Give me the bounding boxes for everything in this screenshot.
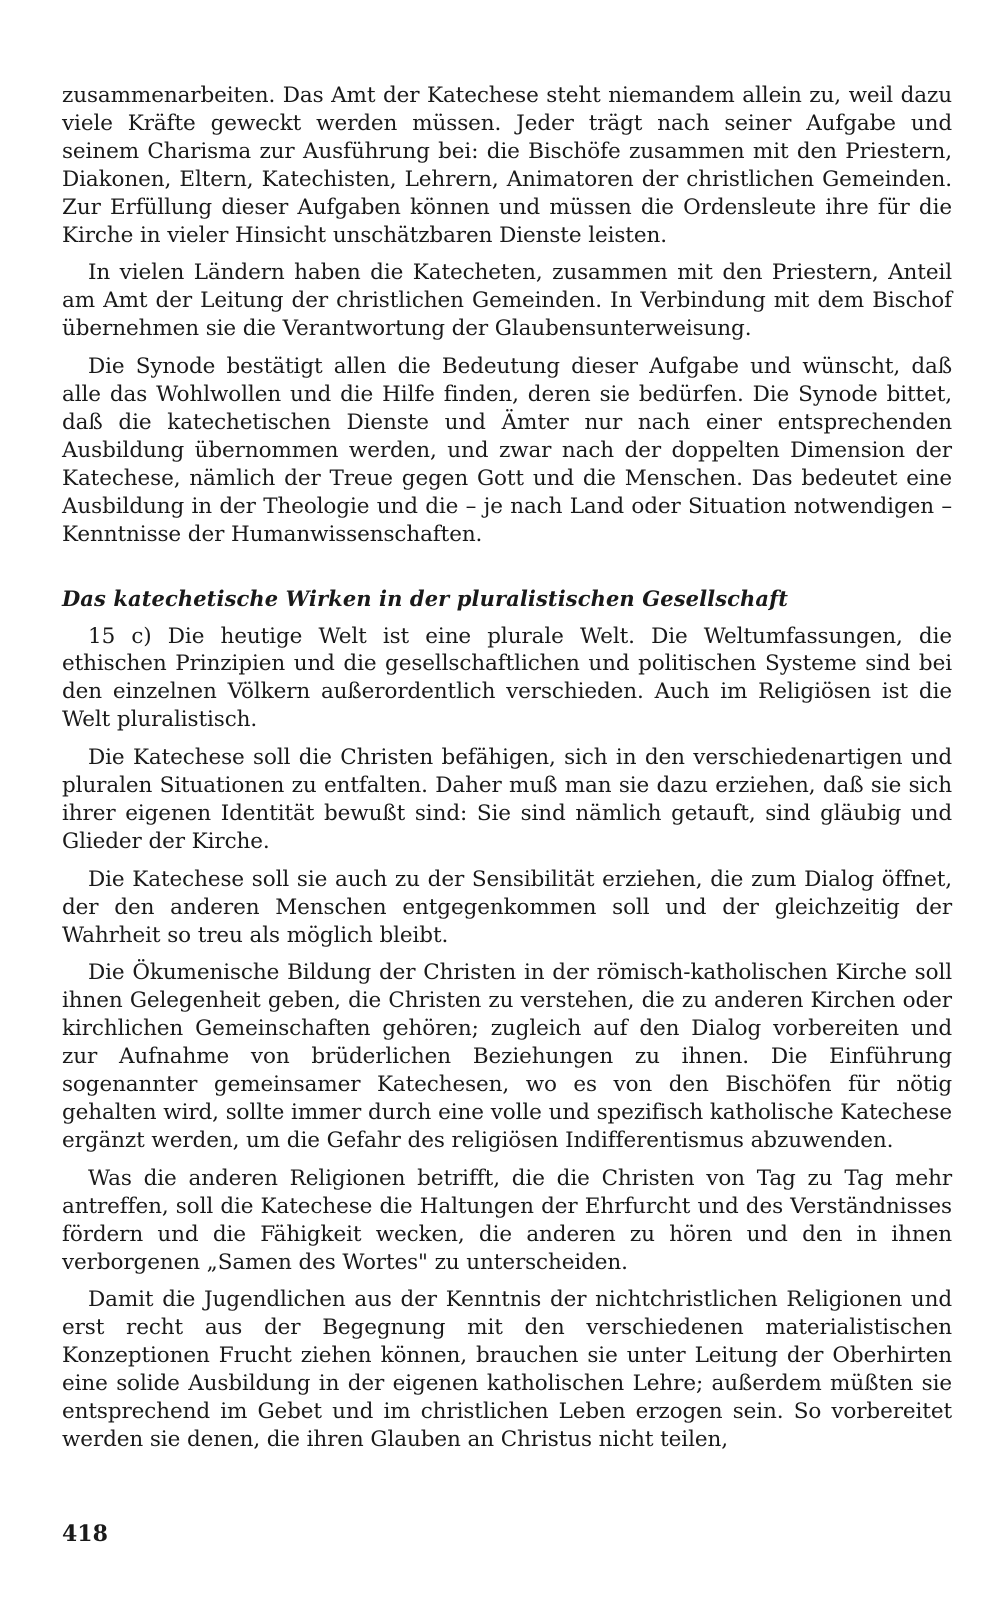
paragraph-katecheten: In vielen Ländern haben die Katecheten, zusammen mit den Priestern, Anteil am Amt der Leitung der christlichen Gemeinden. In Verbindung mit dem Bischof übernehmen sie die Verantwortung der Glaubensunterweisung.: [62, 260, 952, 342]
paragraph-oekumenische-bildung: Die Ökumenische Bildung der Christen in der römisch-katholischen Kirche soll ihnen Gelegenheit geben, die Christen zu verstehen, die zu anderen Kirchen oder kirchlichen Gemeinschaften gehören; zugleich auf den Dialog vorbereiten und zur Aufnahme von brüderlichen Beziehungen zu ihnen. Die Einführung sogenannter gemeinsamer Katechesen, wo es von den Bischöfen für nötig gehalten wird, sollte immer durch eine volle und spezifisch katholische Katechese ergänzt werden, um die Gefahr des religiösen Indifferentismus abzuwenden.: [62, 960, 952, 1153]
document-page: [62, 82, 952, 1464]
paragraph-continuation: zusammenarbeiten. Das Amt der Katechese steht niemandem allein zu, weil dazu viele Kräfte geweckt werden müssen. Jeder trägt nach seiner Aufgabe und seinem Charisma zur Ausführung bei: die Bischöfe zusammen mit den Priestern, Diakonen, Eltern, Katechisten, Lehrern, Animatoren der christlichen Gemeinden. Zur Erfüllung dieser Aufgaben können und müssen die Ordensleute ihre für die Kirche in vieler Hinsicht unschätzbaren Dienste leisten.: [62, 83, 952, 248]
section-heading: Das katechetische Wirken in der pluralistischen Gesellschaft: [62, 585, 789, 611]
page-number: 418: [62, 1521, 108, 1547]
paragraph-15c: 15 c) Die heutige Welt ist eine plurale Welt. Die Weltumfassungen, die ethischen Prinzipien und die gesellschaftlichen und politischen Systeme sind bei den einzelnen Völkern außerordentlich verschieden. Auch im Religiösen ist die Welt pluralistisch.: [62, 623, 952, 733]
paragraph-jugendliche: Damit die Jugendlichen aus der Kenntnis der nichtchristlichen Religionen und erst recht aus der Begegnung mit den verschiedenen materialistischen Konzeptionen Frucht ziehen können, brauchen sie unter Leitung der Oberhirten eine solide Ausbildung in der eigenen katholischen Lehre; außerdem müßten sie entsprechend im Gebet und im christlichen Leben erzogen sein. So vorbereitet werden sie denen, die ihren Glauben an Christus nicht teilen,: [62, 1287, 952, 1452]
paragraph-andere-religionen: Was die anderen Religionen betrifft, die die Christen von Tag zu Tag mehr antreffen, soll die Katechese die Haltungen der Ehrfurcht und des Verständnisses fördern und die Fähigkeit wecken, die anderen zu hören und den in ihnen verborgenen „Samen des Wortes" zu unterscheiden.: [62, 1165, 952, 1275]
paragraph-synode: Die Synode bestätigt allen die Bedeutung dieser Aufgabe und wünscht, daß alle das Wohlwollen und die Hilfe finden, deren sie bedürfen. Die Synode bittet, daß die katechetischen Dienste und Ämter nur nach einer entsprechenden Ausbildung übernommen werden, und zwar nach der doppelten Dimension der Katechese, nämlich der Treue gegen Gott und die Menschen. Das bedeutet eine Ausbildung in der Theologie und die – je nach Land oder Situation notwendigen – Kenntnisse der Humanwissenschaften.: [62, 354, 952, 547]
paragraph-sensibilitaet: Die Katechese soll sie auch zu der Sensibilität erziehen, die zum Dialog öffnet, der den anderen Menschen entgegenkommen soll und der gleichzeitig der Wahrheit so treu als möglich bleibt.: [62, 866, 952, 948]
paragraph-befaehigen: Die Katechese soll die Christen befähigen, sich in den verschiedenartigen und pluralen Situationen zu entfalten. Daher muß man sie dazu erziehen, daß sie sich ihrer eigenen Identität bewußt sind: Sie sind nämlich getauft, sind gläubig und Glieder der Kirche.: [62, 745, 952, 854]
